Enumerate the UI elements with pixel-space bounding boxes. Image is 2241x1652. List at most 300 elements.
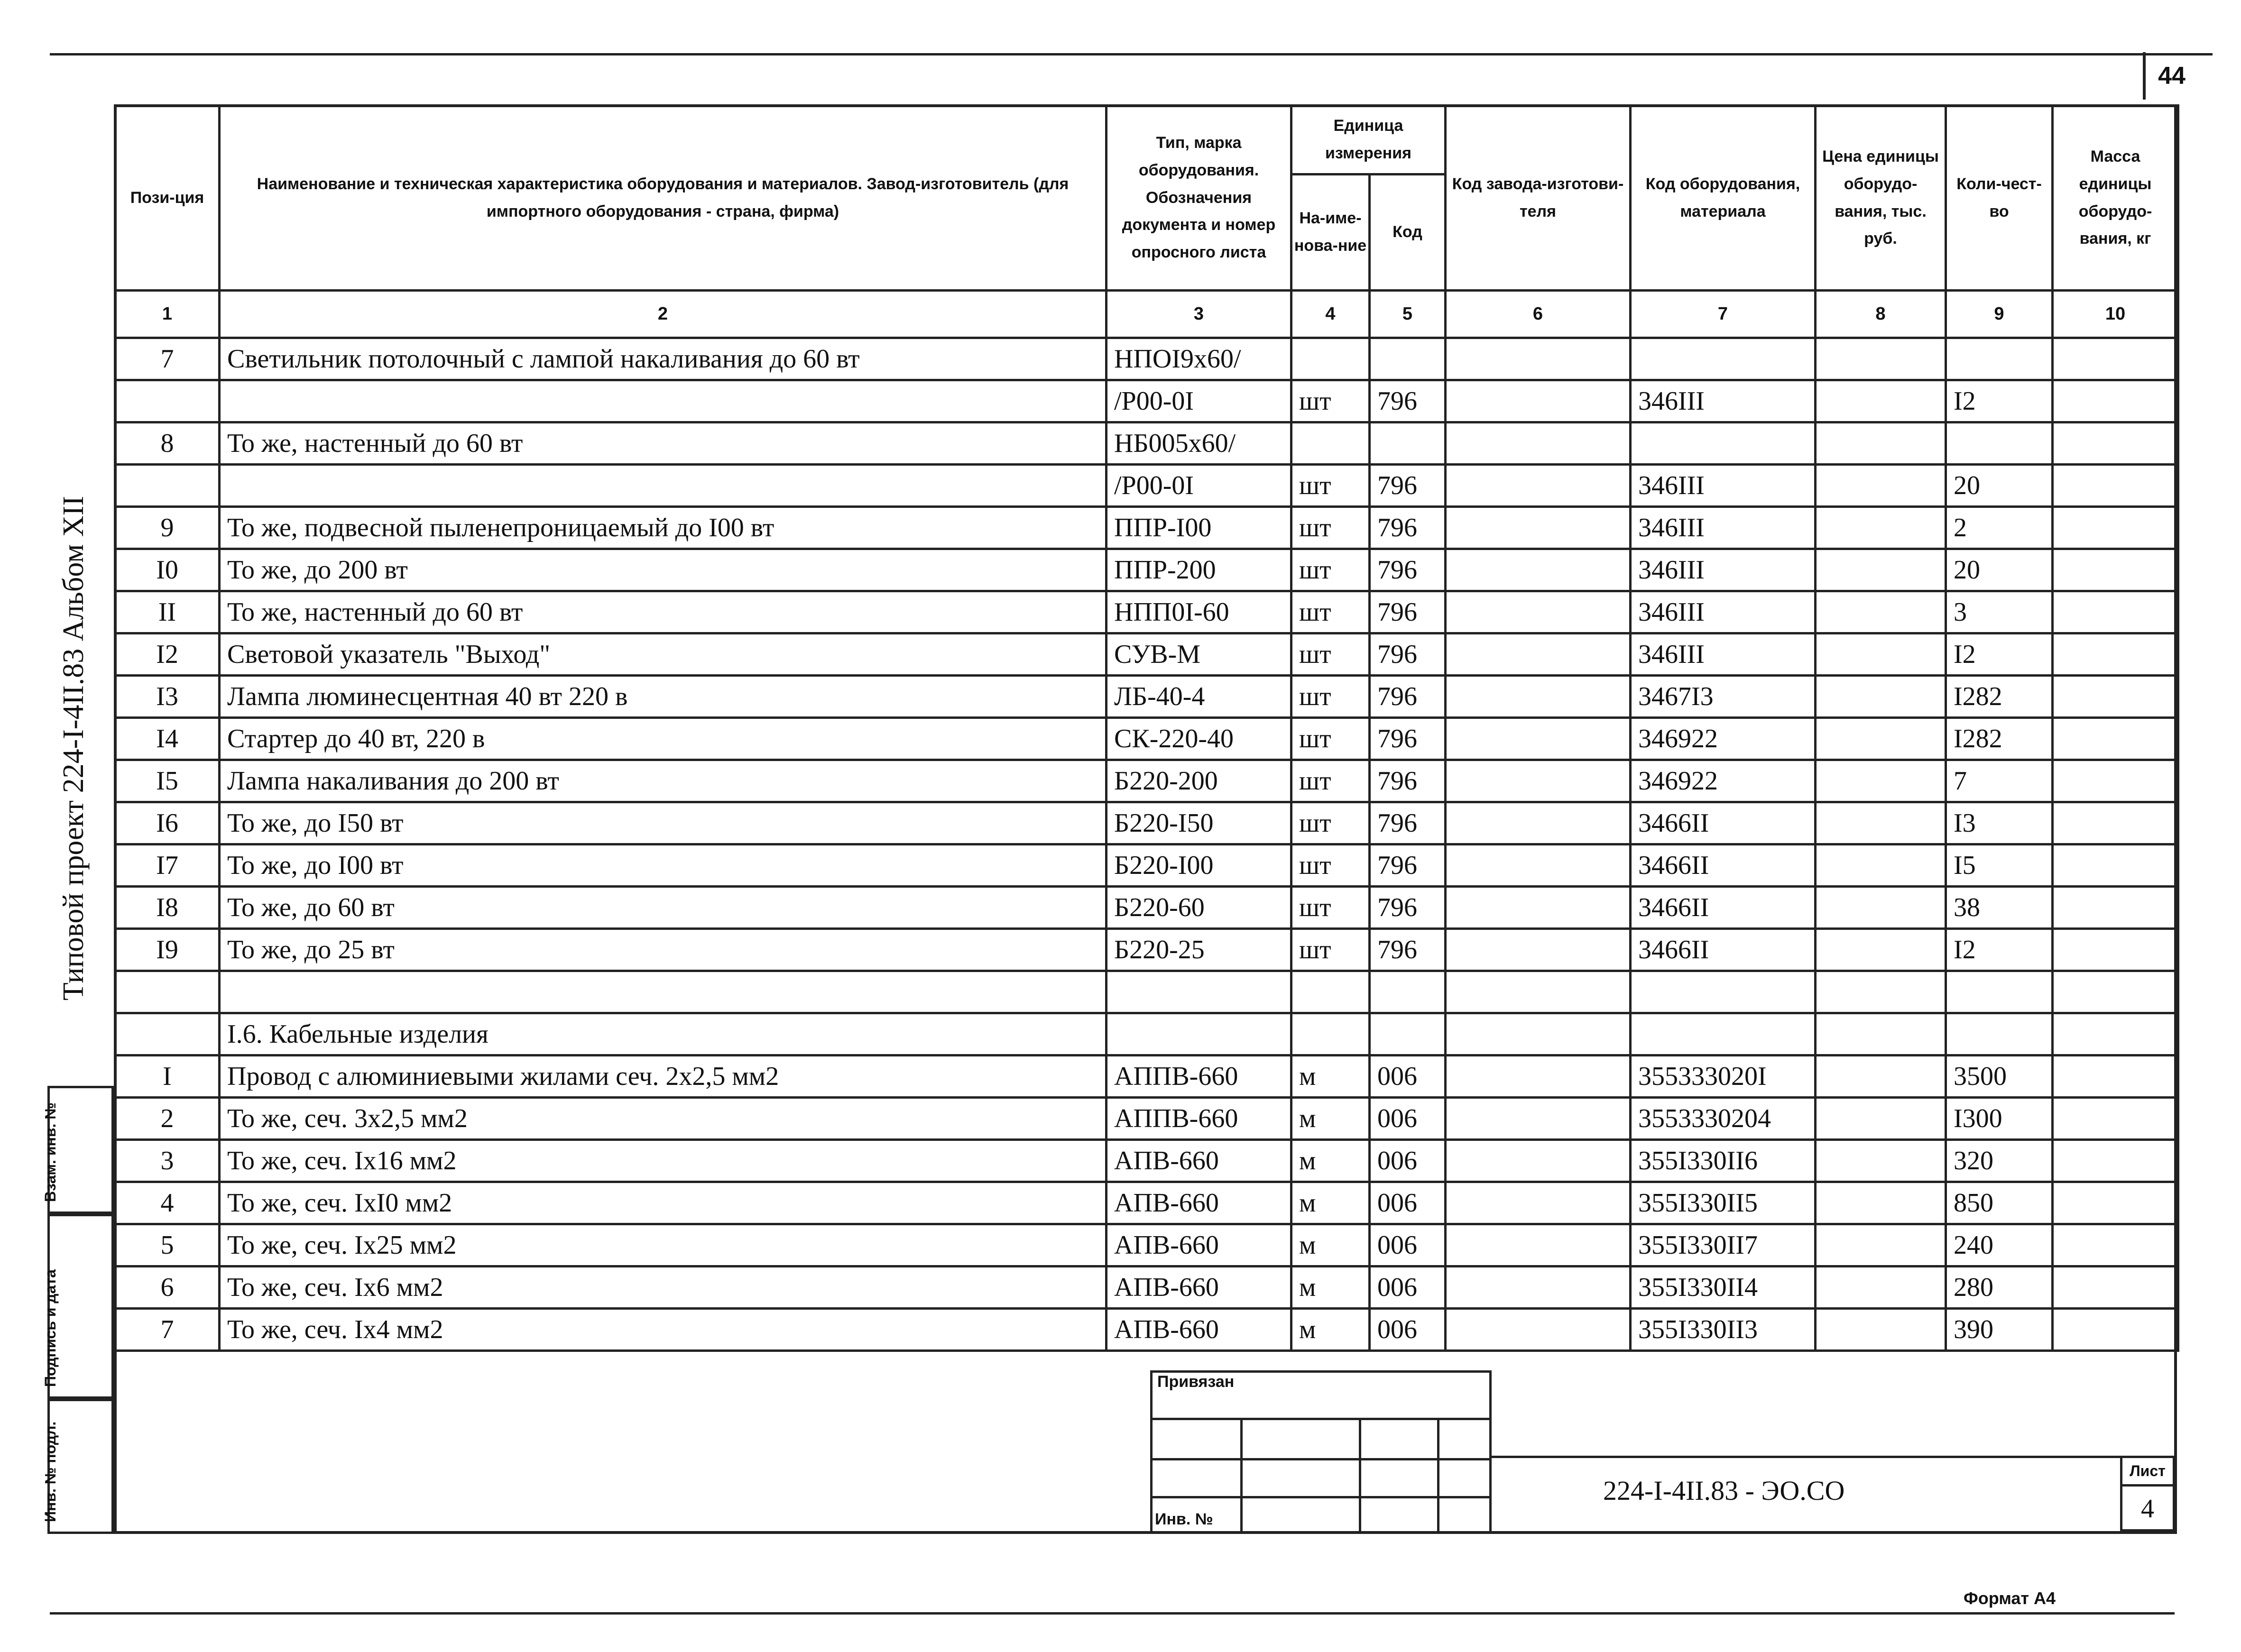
- cell-mass: [2053, 1013, 2178, 1055]
- bound-stamp-box: [1150, 1370, 1492, 1534]
- cell-unit: м: [1291, 1309, 1370, 1351]
- cell-name: Световой указатель "Выход": [220, 633, 1107, 676]
- cell-unit: шт: [1291, 507, 1370, 549]
- cell-unit-code: 006: [1370, 1309, 1446, 1351]
- cell-mass: [2053, 549, 2178, 591]
- cell-type: ЛБ-40-4: [1107, 676, 1291, 718]
- col-number: 10: [2053, 291, 2178, 338]
- cell-equipment-code: [1631, 1013, 1816, 1055]
- cell-position: 4: [115, 1182, 220, 1224]
- inv-label: Инв. №: [1155, 1510, 1213, 1528]
- cell-plant-code: [1446, 1182, 1631, 1224]
- cell-position: [115, 465, 220, 507]
- header-type: Тип, марка оборудования. Обозначения документа и номер опросного листа: [1107, 106, 1291, 291]
- cell-price: [1816, 1013, 1946, 1055]
- cell-name: То же, подвесной пыленепроницаемый до I00 вт: [220, 507, 1107, 549]
- table-row: [115, 1140, 2178, 1182]
- cell-type: АПВ-660: [1107, 1140, 1291, 1182]
- cell-quantity: 20: [1946, 549, 2053, 591]
- cell-position: 3: [115, 1140, 220, 1182]
- stamp-signature-date: Подпись и дата: [47, 1214, 114, 1399]
- cell-unit-code: 796: [1370, 633, 1446, 676]
- table-row: [115, 971, 2178, 1013]
- cell-unit: шт: [1291, 802, 1370, 844]
- cell-unit: [1291, 971, 1370, 1013]
- cell-equipment-code: 346922: [1631, 760, 1816, 802]
- cell-equipment-code: [1631, 971, 1816, 1013]
- header-price: Цена единицы оборудо-вания, тыс. руб.: [1816, 106, 1946, 291]
- cell-equipment-code: 3467I3: [1631, 676, 1816, 718]
- table-row: [115, 1098, 2178, 1140]
- cell-name: То же, до I00 вт: [220, 844, 1107, 887]
- cell-mass: [2053, 1055, 2178, 1098]
- cell-unit-code: [1370, 1013, 1446, 1055]
- side-project-title: Типовой проект 224-I-4II.83 Альбом XII: [57, 496, 90, 1000]
- cell-unit: шт: [1291, 676, 1370, 718]
- cell-equipment-code: 346III: [1631, 591, 1816, 633]
- cell-name: То же, сеч. Iх6 мм2: [220, 1267, 1107, 1309]
- cell-name: [220, 465, 1107, 507]
- cell-position: I5: [115, 760, 220, 802]
- cell-position: 2: [115, 1098, 220, 1140]
- cell-mass: [2053, 422, 2178, 465]
- cell-name: То же, сеч. Iх4 мм2: [220, 1309, 1107, 1351]
- cell-quantity: 240: [1946, 1224, 2053, 1267]
- cell-type: АПВ-660: [1107, 1309, 1291, 1351]
- cell-name: То же, настенный до 60 вт: [220, 422, 1107, 465]
- header-unit-title: Единица измерения: [1292, 107, 1444, 175]
- cell-unit-code: [1370, 422, 1446, 465]
- cell-unit: шт: [1291, 929, 1370, 971]
- cell-unit: шт: [1291, 887, 1370, 929]
- cell-name: Провод с алюминиевыми жилами сеч. 2х2,5 мм2: [220, 1055, 1107, 1098]
- cell-price: [1816, 971, 1946, 1013]
- cell-unit-code: 796: [1370, 549, 1446, 591]
- cell-quantity: I5: [1946, 844, 2053, 887]
- cell-type: /Р00-0I: [1107, 380, 1291, 422]
- cell-equipment-code: 3466II: [1631, 844, 1816, 887]
- table-row: [115, 591, 2178, 633]
- cell-unit-code: 796: [1370, 887, 1446, 929]
- cell-unit: шт: [1291, 549, 1370, 591]
- table-row: [115, 844, 2178, 887]
- cell-quantity: [1946, 338, 2053, 380]
- cell-mass: [2053, 633, 2178, 676]
- cell-price: [1816, 1224, 1946, 1267]
- cell-price: [1816, 507, 1946, 549]
- cell-equipment-code: 355I330II3: [1631, 1309, 1816, 1351]
- cell-unit: м: [1291, 1224, 1370, 1267]
- table-row: [115, 1182, 2178, 1224]
- cell-quantity: 2: [1946, 507, 2053, 549]
- cell-type: [1107, 1013, 1291, 1055]
- cell-plant-code: [1446, 465, 1631, 507]
- cell-name: То же, до 60 вт: [220, 887, 1107, 929]
- cell-price: [1816, 802, 1946, 844]
- specification-table: [114, 104, 2179, 1352]
- cell-position: I9: [115, 929, 220, 971]
- column-number-row: [115, 291, 2178, 338]
- cell-mass: [2053, 676, 2178, 718]
- cell-name: То же, сеч. IхI0 мм2: [220, 1182, 1107, 1224]
- cell-equipment-code: 346III: [1631, 633, 1816, 676]
- cell-equipment-code: [1631, 422, 1816, 465]
- cell-unit-code: 796: [1370, 802, 1446, 844]
- cell-quantity: 390: [1946, 1309, 2053, 1351]
- cell-price: [1816, 1267, 1946, 1309]
- cell-plant-code: [1446, 507, 1631, 549]
- col-number: 1: [115, 291, 220, 338]
- cell-unit-code: 796: [1370, 844, 1446, 887]
- cell-mass: [2053, 465, 2178, 507]
- cell-mass: [2053, 338, 2178, 380]
- cell-plant-code: [1446, 1098, 1631, 1140]
- cell-quantity: I300: [1946, 1098, 2053, 1140]
- cell-price: [1816, 760, 1946, 802]
- cell-equipment-code: 346III: [1631, 465, 1816, 507]
- header-mass: Масса единицы оборудо-вания, кг: [2053, 106, 2178, 291]
- cell-type: [1107, 971, 1291, 1013]
- cell-mass: [2053, 971, 2178, 1013]
- cell-unit-code: 006: [1370, 1182, 1446, 1224]
- cell-unit: [1291, 1013, 1370, 1055]
- cell-type: СУВ-М: [1107, 633, 1291, 676]
- cell-type: АППВ-660: [1107, 1055, 1291, 1098]
- table-row: [115, 1267, 2178, 1309]
- cell-mass: [2053, 844, 2178, 887]
- cell-mass: [2053, 802, 2178, 844]
- cell-plant-code: [1446, 760, 1631, 802]
- cell-price: [1816, 338, 1946, 380]
- cell-mass: [2053, 380, 2178, 422]
- stamp-inv-original: Инв. № подл.: [47, 1399, 114, 1534]
- cell-quantity: I2: [1946, 929, 2053, 971]
- cell-plant-code: [1446, 802, 1631, 844]
- cell-equipment-code: 355I330II7: [1631, 1224, 1816, 1267]
- cell-price: [1816, 887, 1946, 929]
- table-row: [115, 1013, 2178, 1055]
- cell-unit: м: [1291, 1055, 1370, 1098]
- cell-unit: [1291, 422, 1370, 465]
- cell-quantity: 320: [1946, 1140, 2053, 1182]
- cell-price: [1816, 465, 1946, 507]
- cell-mass: [2053, 591, 2178, 633]
- col-number: 3: [1107, 291, 1291, 338]
- cell-plant-code: [1446, 1267, 1631, 1309]
- cell-type: НБ005х60/: [1107, 422, 1291, 465]
- cell-quantity: I2: [1946, 380, 2053, 422]
- cell-price: [1816, 1055, 1946, 1098]
- table-row: [115, 465, 2178, 507]
- cell-unit-code: 006: [1370, 1098, 1446, 1140]
- cell-plant-code: [1446, 676, 1631, 718]
- cell-plant-code: [1446, 1309, 1631, 1351]
- table-row: [115, 633, 2178, 676]
- cell-unit: [1291, 338, 1370, 380]
- cell-quantity: [1946, 971, 2053, 1013]
- cell-plant-code: [1446, 718, 1631, 760]
- cell-type: Б220-60: [1107, 887, 1291, 929]
- cell-mass: [2053, 760, 2178, 802]
- cell-plant-code: [1446, 591, 1631, 633]
- col-number: 5: [1370, 291, 1446, 338]
- cell-mass: [2053, 507, 2178, 549]
- cell-plant-code: [1446, 1140, 1631, 1182]
- header-unit-code: Код: [1393, 223, 1422, 241]
- table-row: [115, 549, 2178, 591]
- cell-unit-code: 006: [1370, 1267, 1446, 1309]
- cell-price: [1816, 676, 1946, 718]
- cell-plant-code: [1446, 1224, 1631, 1267]
- cell-equipment-code: 355I330II6: [1631, 1140, 1816, 1182]
- header-unit-name: На-име-нова-ние: [1292, 175, 1371, 289]
- cell-plant-code: [1446, 844, 1631, 887]
- table-row: [115, 760, 2178, 802]
- cell-quantity: I3: [1946, 802, 2053, 844]
- sheet-box: [2120, 1456, 2175, 1532]
- cell-unit: шт: [1291, 633, 1370, 676]
- cell-plant-code: [1446, 338, 1631, 380]
- cell-quantity: [1946, 422, 2053, 465]
- cell-unit: шт: [1291, 465, 1370, 507]
- cell-name: [220, 380, 1107, 422]
- cell-name: То же, до 25 вт: [220, 929, 1107, 971]
- cell-price: [1816, 844, 1946, 887]
- table-row: [115, 929, 2178, 971]
- cell-type: Б220-I50: [1107, 802, 1291, 844]
- cell-type: АПВ-660: [1107, 1182, 1291, 1224]
- sheet-number: 4: [2141, 1494, 2154, 1524]
- document-code: 224-I-4II.83 - ЭО.СО: [1603, 1475, 1845, 1506]
- table-row: [115, 802, 2178, 844]
- cell-position: 8: [115, 422, 220, 465]
- cell-plant-code: [1446, 971, 1631, 1013]
- cell-equipment-code: 346III: [1631, 507, 1816, 549]
- cell-quantity: 20: [1946, 465, 2053, 507]
- cell-equipment-code: 346922: [1631, 718, 1816, 760]
- cell-mass: [2053, 718, 2178, 760]
- cell-plant-code: [1446, 380, 1631, 422]
- cell-unit-code: 006: [1370, 1224, 1446, 1267]
- header-plant-code: Код завода-изготови-теля: [1446, 106, 1631, 291]
- cell-name: Лампа накаливания до 200 вт: [220, 760, 1107, 802]
- cell-price: [1816, 591, 1946, 633]
- table-row: [115, 1224, 2178, 1267]
- cell-unit-code: 796: [1370, 465, 1446, 507]
- cell-plant-code: [1446, 929, 1631, 971]
- cell-unit-code: 796: [1370, 380, 1446, 422]
- cell-equipment-code: 3466II: [1631, 802, 1816, 844]
- cell-position: I6: [115, 802, 220, 844]
- table-row: [115, 380, 2178, 422]
- table-row: [115, 1309, 2178, 1351]
- cell-unit: шт: [1291, 844, 1370, 887]
- cell-plant-code: [1446, 1013, 1631, 1055]
- cell-quantity: 3: [1946, 591, 2053, 633]
- cell-name: [220, 971, 1107, 1013]
- cell-quantity: 38: [1946, 887, 2053, 929]
- cell-name: То же, до I50 вт: [220, 802, 1107, 844]
- cell-type: Б220-25: [1107, 929, 1291, 971]
- cell-mass: [2053, 1267, 2178, 1309]
- cell-position: [115, 380, 220, 422]
- cell-price: [1816, 1098, 1946, 1140]
- col-number: 9: [1946, 291, 2053, 338]
- sheet-label: Лист: [2122, 1458, 2173, 1487]
- cell-unit-code: 796: [1370, 718, 1446, 760]
- header-quantity: Коли-чест-во: [1946, 106, 2053, 291]
- cell-unit: шт: [1291, 591, 1370, 633]
- table-row: [115, 507, 2178, 549]
- cell-unit-code: 796: [1370, 676, 1446, 718]
- cell-plant-code: [1446, 549, 1631, 591]
- cell-type: АПВ-660: [1107, 1267, 1291, 1309]
- cell-equipment-code: 355I330II5: [1631, 1182, 1816, 1224]
- header-equipment-code: Код оборудования, материала: [1631, 106, 1816, 291]
- cell-position: I7: [115, 844, 220, 887]
- cell-quantity: 850: [1946, 1182, 2053, 1224]
- cell-price: [1816, 1309, 1946, 1351]
- cell-price: [1816, 633, 1946, 676]
- cell-name: То же, сеч. Iх16 мм2: [220, 1140, 1107, 1182]
- cell-name: То же, сеч. Iх25 мм2: [220, 1224, 1107, 1267]
- cell-equipment-code: 355333020I: [1631, 1055, 1816, 1098]
- cell-unit: м: [1291, 1098, 1370, 1140]
- cell-quantity: 280: [1946, 1267, 2053, 1309]
- stamp-replaced-inv: Взам. инв. №: [47, 1086, 114, 1214]
- cell-equipment-code: 3466II: [1631, 929, 1816, 971]
- cell-mass: [2053, 929, 2178, 971]
- cell-unit-code: 006: [1370, 1055, 1446, 1098]
- cell-unit-code: 796: [1370, 929, 1446, 971]
- cell-type: СК-220-40: [1107, 718, 1291, 760]
- col-number: 8: [1816, 291, 1946, 338]
- table-row: [115, 887, 2178, 929]
- table-row: [115, 718, 2178, 760]
- cell-position: 5: [115, 1224, 220, 1267]
- cell-position: II: [115, 591, 220, 633]
- cell-plant-code: [1446, 422, 1631, 465]
- cell-unit-code: 796: [1370, 591, 1446, 633]
- cell-position: [115, 1013, 220, 1055]
- cell-plant-code: [1446, 633, 1631, 676]
- table-row: [115, 1055, 2178, 1098]
- cell-position: 7: [115, 1309, 220, 1351]
- cell-unit-code: 796: [1370, 760, 1446, 802]
- cell-type: ППР-I00: [1107, 507, 1291, 549]
- cell-equipment-code: 3466II: [1631, 887, 1816, 929]
- cell-type: НПП0I-60: [1107, 591, 1291, 633]
- cell-type: ППР-200: [1107, 549, 1291, 591]
- cell-name: Лампа люминесцентная 40 вт 220 в: [220, 676, 1107, 718]
- corner-sheet-number: 44: [2143, 52, 2198, 100]
- cell-position: 9: [115, 507, 220, 549]
- cell-position: I8: [115, 887, 220, 929]
- cell-position: I2: [115, 633, 220, 676]
- cell-equipment-code: [1631, 338, 1816, 380]
- cell-type: АППВ-660: [1107, 1098, 1291, 1140]
- cell-unit-code: [1370, 338, 1446, 380]
- cell-plant-code: [1446, 887, 1631, 929]
- table-row: [115, 676, 2178, 718]
- cell-mass: [2053, 1309, 2178, 1351]
- table-row: [115, 422, 2178, 465]
- cell-unit: м: [1291, 1182, 1370, 1224]
- cell-quantity: [1946, 1013, 2053, 1055]
- header-unit-group: [1291, 106, 1446, 291]
- cell-equipment-code: 346III: [1631, 380, 1816, 422]
- cell-mass: [2053, 1182, 2178, 1224]
- col-number: 4: [1291, 291, 1370, 338]
- cell-unit-code: 796: [1370, 507, 1446, 549]
- cell-mass: [2053, 1098, 2178, 1140]
- cell-position: [115, 971, 220, 1013]
- cell-position: 7: [115, 338, 220, 380]
- cell-price: [1816, 929, 1946, 971]
- cell-name: Стартер до 40 вт, 220 в: [220, 718, 1107, 760]
- cell-unit-code: [1370, 971, 1446, 1013]
- cell-name: Светильник потолочный с лампой накаливания до 60 вт: [220, 338, 1107, 380]
- cell-plant-code: [1446, 1055, 1631, 1098]
- cell-price: [1816, 718, 1946, 760]
- cell-position: I: [115, 1055, 220, 1098]
- cell-mass: [2053, 1140, 2178, 1182]
- cell-position: I0: [115, 549, 220, 591]
- cell-unit: шт: [1291, 760, 1370, 802]
- cell-price: [1816, 1182, 1946, 1224]
- cell-unit: шт: [1291, 718, 1370, 760]
- header-position: Пози-ция: [115, 106, 220, 291]
- cell-price: [1816, 1140, 1946, 1182]
- cell-position: 6: [115, 1267, 220, 1309]
- cell-name: I.6. Кабельные изделия: [220, 1013, 1107, 1055]
- cell-name: То же, до 200 вт: [220, 549, 1107, 591]
- cell-type: АПВ-660: [1107, 1224, 1291, 1267]
- cell-type: /Р00-0I: [1107, 465, 1291, 507]
- cell-position: I3: [115, 676, 220, 718]
- header-name: Наименование и техническая характеристика оборудования и материалов. Завод-изготовитель (для импортного оборудования - страна, фирма): [220, 106, 1107, 291]
- table-row: [115, 338, 2178, 380]
- cell-quantity: I282: [1946, 718, 2053, 760]
- cell-quantity: 7: [1946, 760, 2053, 802]
- cell-equipment-code: 3553330204: [1631, 1098, 1816, 1140]
- table-header-row: [115, 106, 2178, 291]
- cell-name: То же, настенный до 60 вт: [220, 591, 1107, 633]
- cell-unit: шт: [1291, 380, 1370, 422]
- cell-unit: м: [1291, 1140, 1370, 1182]
- col-number: 6: [1446, 291, 1631, 338]
- cell-type: НПОI9х60/: [1107, 338, 1291, 380]
- cell-type: Б220-200: [1107, 760, 1291, 802]
- cell-type: Б220-I00: [1107, 844, 1291, 887]
- cell-equipment-code: 346III: [1631, 549, 1816, 591]
- format-label: Формат А4: [1964, 1588, 2056, 1608]
- cell-price: [1816, 422, 1946, 465]
- col-number: 2: [220, 291, 1107, 338]
- cell-quantity: I2: [1946, 633, 2053, 676]
- cell-name: То же, сеч. 3х2,5 мм2: [220, 1098, 1107, 1140]
- cell-equipment-code: 355I330II4: [1631, 1267, 1816, 1309]
- cell-unit: м: [1291, 1267, 1370, 1309]
- cell-position: I4: [115, 718, 220, 760]
- col-number: 7: [1631, 291, 1816, 338]
- cell-quantity: 3500: [1946, 1055, 2053, 1098]
- cell-mass: [2053, 1224, 2178, 1267]
- cell-price: [1816, 380, 1946, 422]
- table-body: [115, 338, 2178, 1351]
- cell-mass: [2053, 887, 2178, 929]
- cell-quantity: I282: [1946, 676, 2053, 718]
